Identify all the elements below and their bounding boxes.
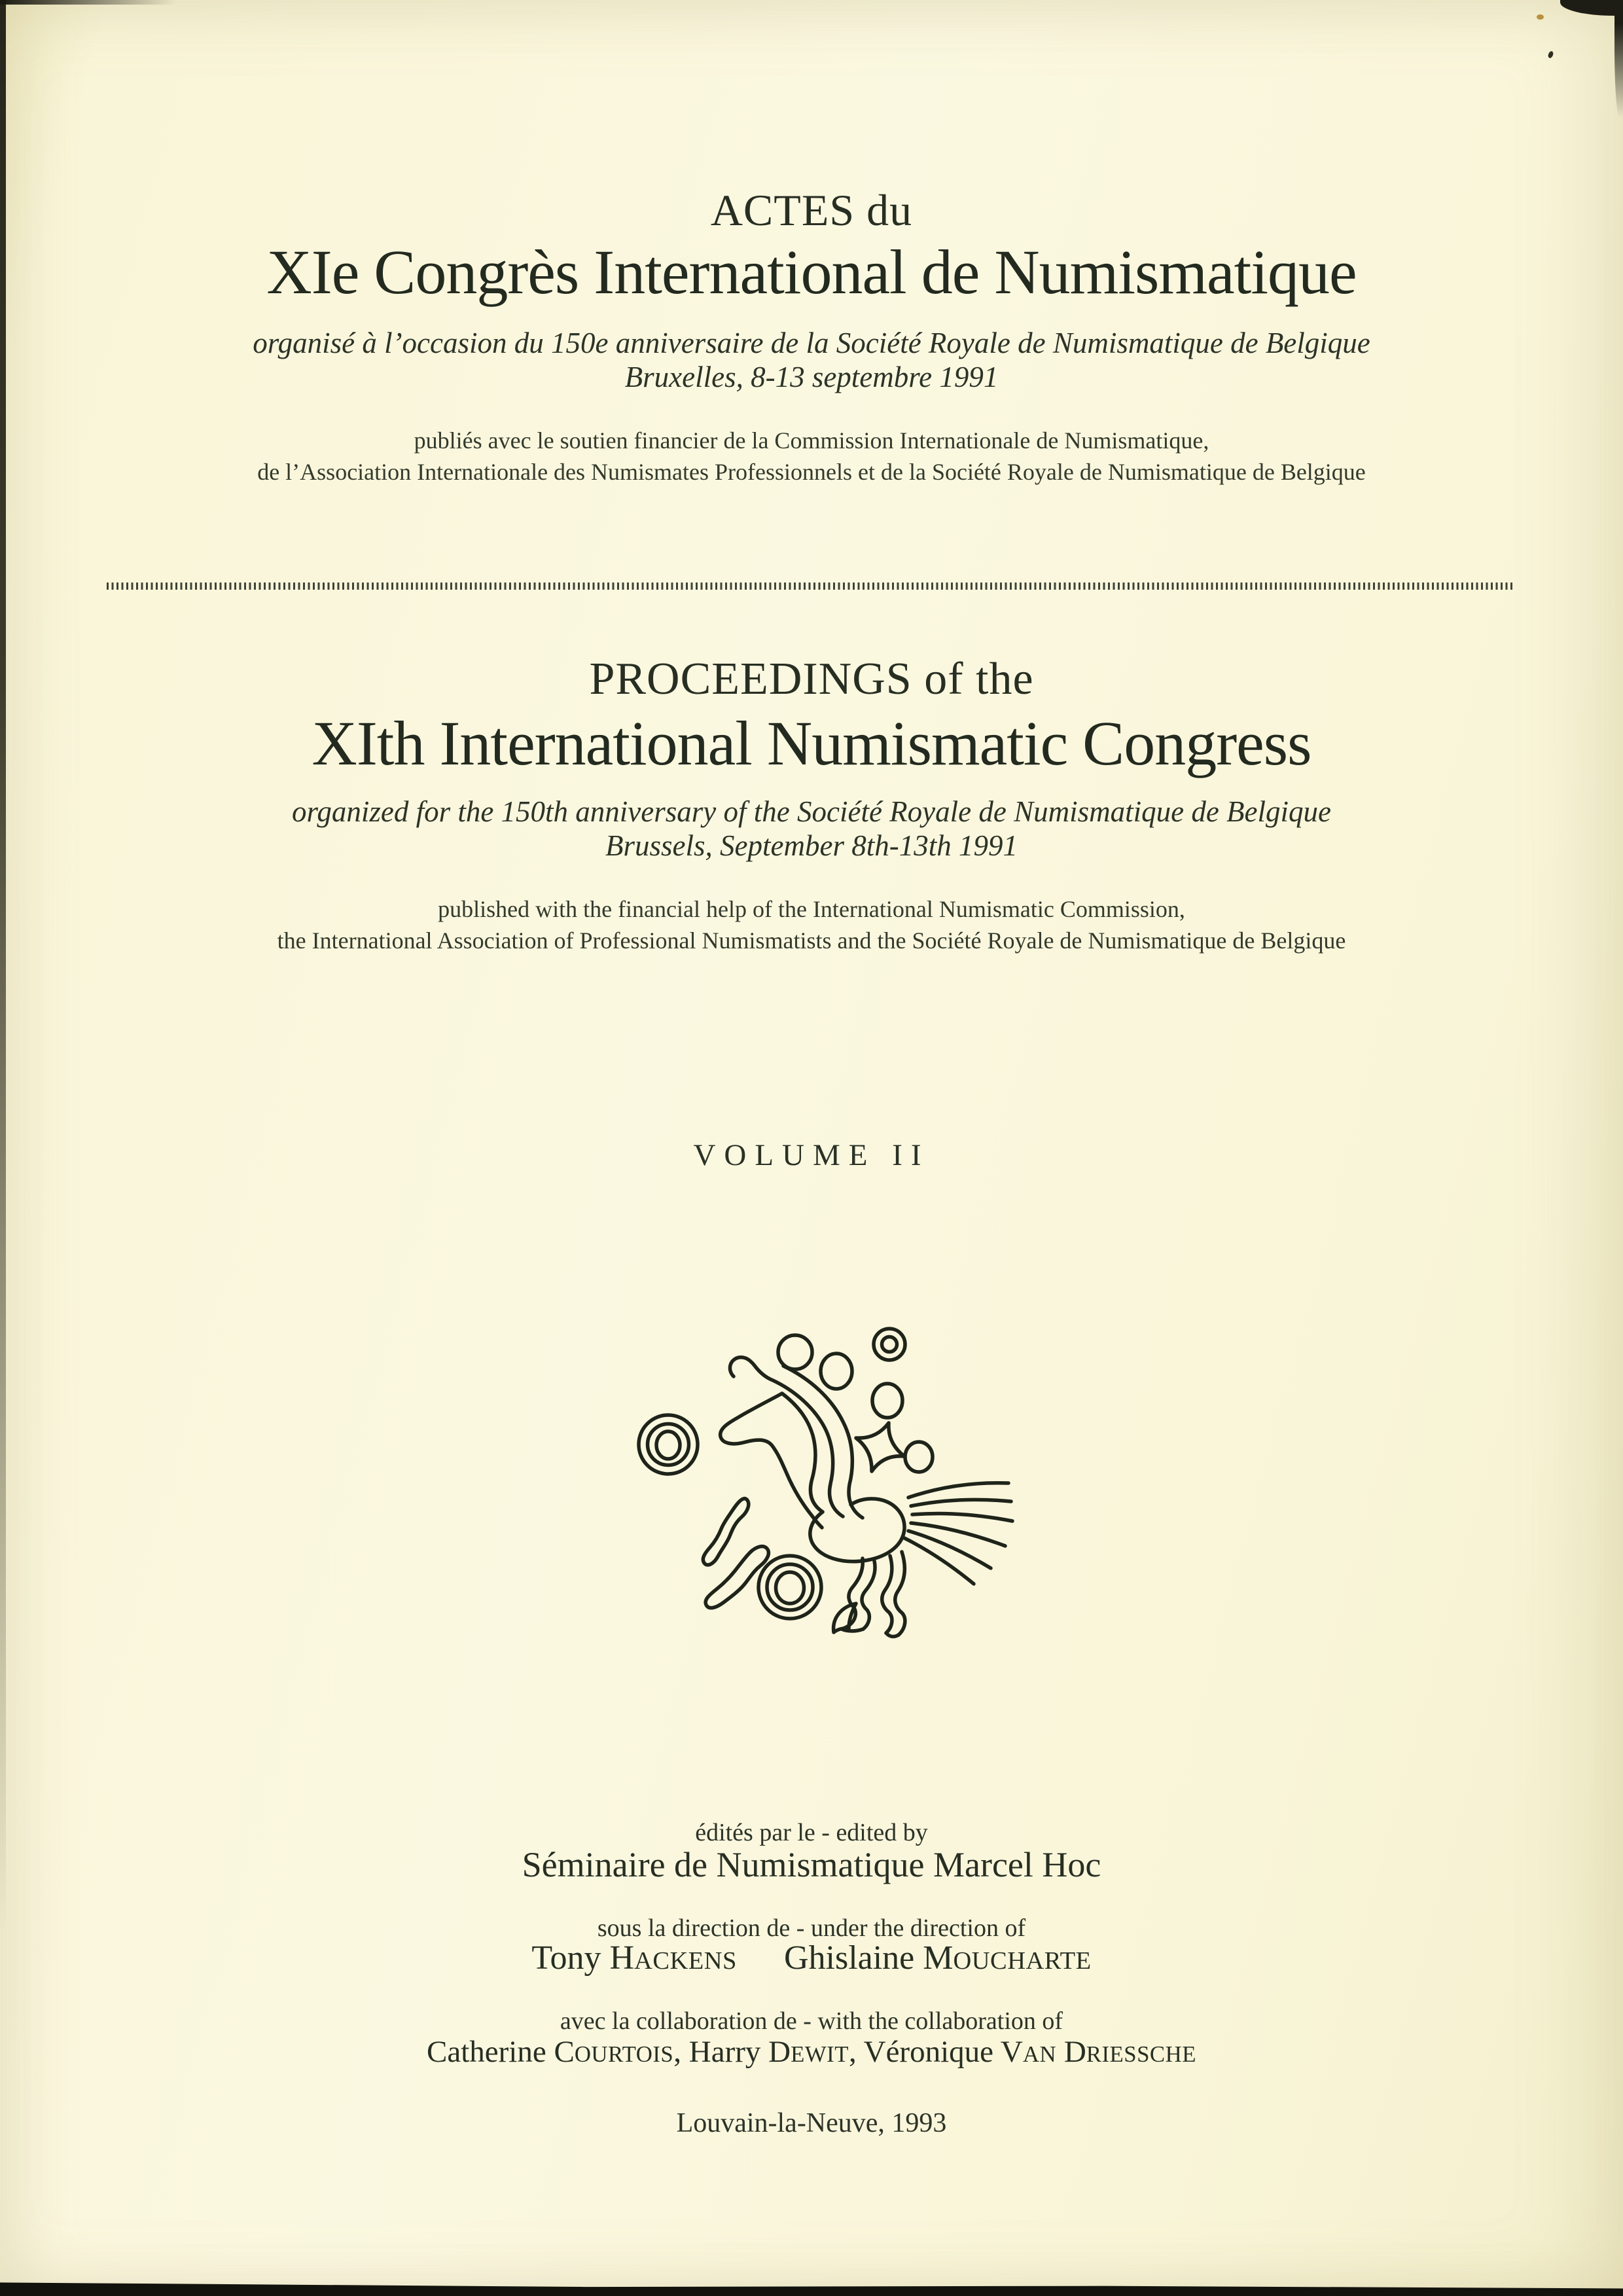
paper-speck <box>1547 50 1554 59</box>
english-title: XIth International Numismatic Congress <box>312 708 1311 778</box>
french-funding-line-1: publiés avec le soutien financier de la Commission Internationale de Numismatique, <box>414 427 1209 454</box>
french-venue-date: Bruxelles, 8-13 septembre 1991 <box>624 361 999 393</box>
family-name-small-caps: ACKENS <box>634 1947 737 1975</box>
english-supertitle: PROCEEDINGS of the <box>589 654 1034 704</box>
person-name: Catherine COURTOIS <box>427 2035 674 2069</box>
celtic-horse-coin-drawing <box>612 1293 1031 1659</box>
paper-speck <box>1537 14 1544 20</box>
collaborators-line: Catherine COURTOIS, Harry DEWIT, Véronique VAN DRIESSCHE <box>427 2035 1196 2069</box>
french-subtitle: organisé à l’occasion du 150e anniversaire de la Société Royale de Numismatique de Belgique <box>253 327 1370 359</box>
person-name: Harry DEWIT <box>688 2035 849 2069</box>
family-name-small-caps: RIESSCHE <box>1086 2041 1196 2067</box>
family-name-small-caps: EWIT <box>791 2041 849 2067</box>
scan-edge-top-left <box>0 0 177 5</box>
french-title: XIe Congrès International de Numismatique <box>266 237 1357 307</box>
french-supertitle: ACTES du <box>710 185 913 235</box>
person-name: Véronique VAN DRIESSCHE <box>863 2035 1196 2069</box>
volume-label: VOLUME II <box>693 1138 930 1172</box>
family-name-small-caps: AN <box>1022 2041 1057 2067</box>
collaboration-label: avec la collaboration de - with the collaboration of <box>560 2007 1063 2035</box>
direction-label: sous la direction de - under the direction of <box>597 1914 1026 1942</box>
editor-name: Séminaire de Numismatique Marcel Hoc <box>522 1845 1101 1884</box>
english-funding-line-2: the International Association of Professional Numismatists and the Société Royale de Numismatique de Belgique <box>277 927 1346 954</box>
english-funding-line-1: published with the financial help of the International Numismatic Commission, <box>438 896 1185 922</box>
celtic-horse-coin-drawing-icon <box>612 1293 1031 1659</box>
english-venue-date: Brussels, September 8th-13th 1991 <box>605 829 1018 862</box>
scan-edge-bottom <box>0 2280 1623 2296</box>
family-name-small-caps: OURTOIS <box>574 2041 674 2067</box>
dotted-section-divider <box>107 583 1515 590</box>
person-name: Tony HACKENS <box>531 1939 737 1977</box>
scan-corner-top-right <box>1560 0 1623 16</box>
edited-by-label: édités par le - edited by <box>695 1819 928 1846</box>
scan-edge-right <box>1614 0 1623 118</box>
directors-line <box>0 1939 1623 1977</box>
french-funding-line-2: de l’Association Internationale des Numismates Professionnels et de la Société Royale de Numismatique de Belgique <box>257 459 1366 485</box>
family-name-small-caps: OUCHARTE <box>953 1947 1092 1975</box>
place-year: Louvain-la-Neuve, 1993 <box>676 2108 947 2138</box>
english-subtitle: organized for the 150th anniversary of the Société Royale de Numismatique de Belgique <box>291 795 1331 828</box>
person-name: Ghislaine MOUCHARTE <box>783 1939 1092 1977</box>
